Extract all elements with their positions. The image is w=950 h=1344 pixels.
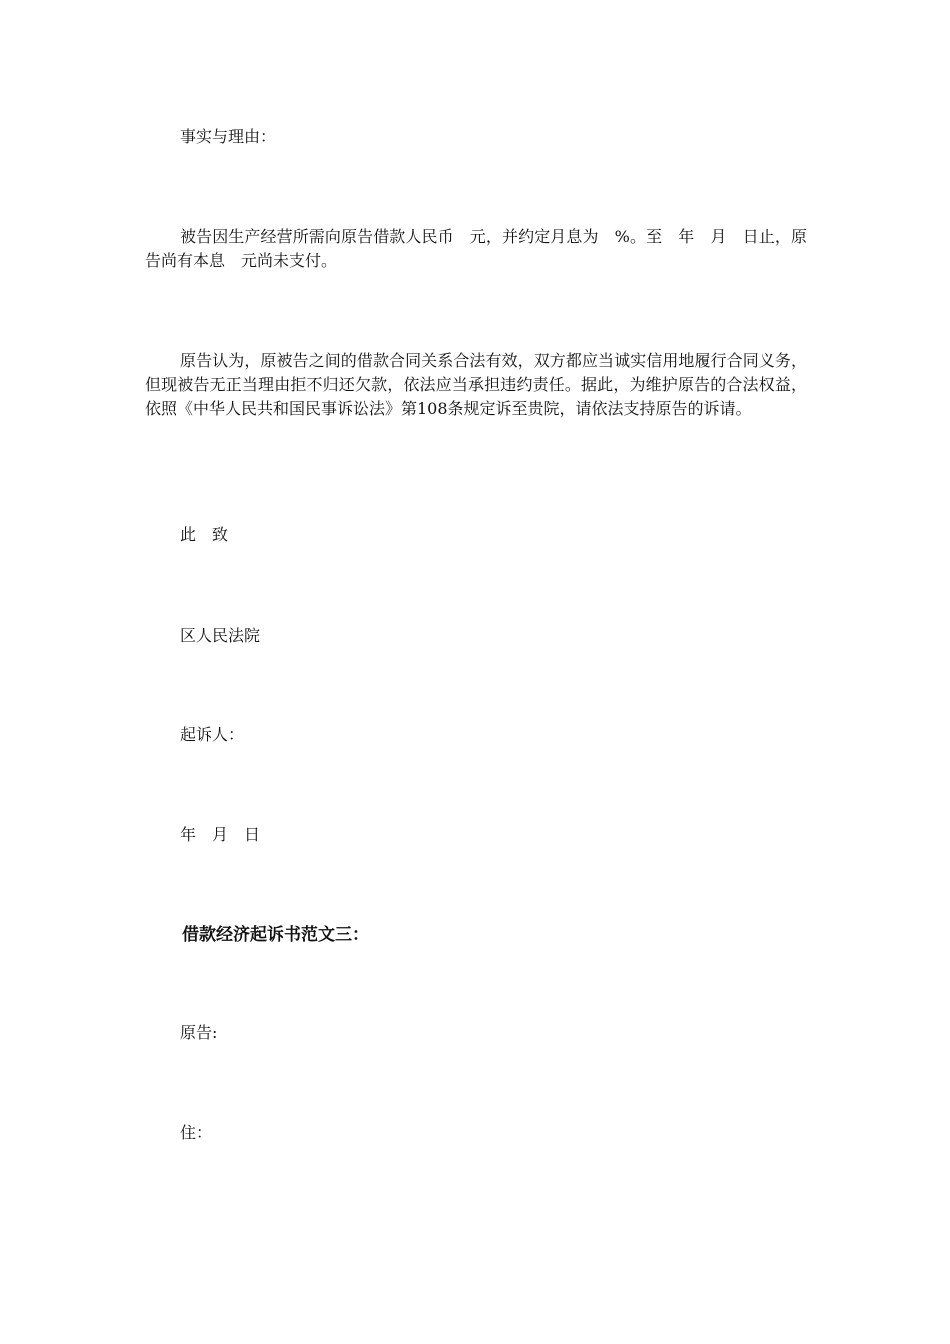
section-title: 借款经济起诉书范文三： — [182, 925, 369, 945]
plaintiff-label: 原告: — [180, 1023, 218, 1042]
plaintiff-reasoning-paragraph: 原告认为，原被告之间的借款合同关系合法有效，双方都应当诚实信用地履行合同义务，但现被告无正当理由拒不归还欠款，依法应当承担违约责任。据此，为维护原告的合法权益，依照《中华人民共和国民事诉讼法》第108条规定诉至贵院，请依法支持原告的诉请。 — [145, 351, 807, 418]
loan-facts-paragraph: 被告因生产经营所需向原告借款人民币 元，并约定月息为 %。至 年 月 日止，原告尚有本息 元尚未支付。 — [145, 227, 807, 270]
date-line: 年 月 日 — [180, 825, 261, 844]
facts-heading: 事实与理由： — [180, 127, 277, 146]
plaintiff-signature-line: 起诉人： — [180, 725, 245, 744]
court-name: 区人民法院 — [180, 626, 261, 645]
address-label: 住： — [180, 1123, 213, 1142]
salutation: 此 致 — [180, 525, 229, 544]
